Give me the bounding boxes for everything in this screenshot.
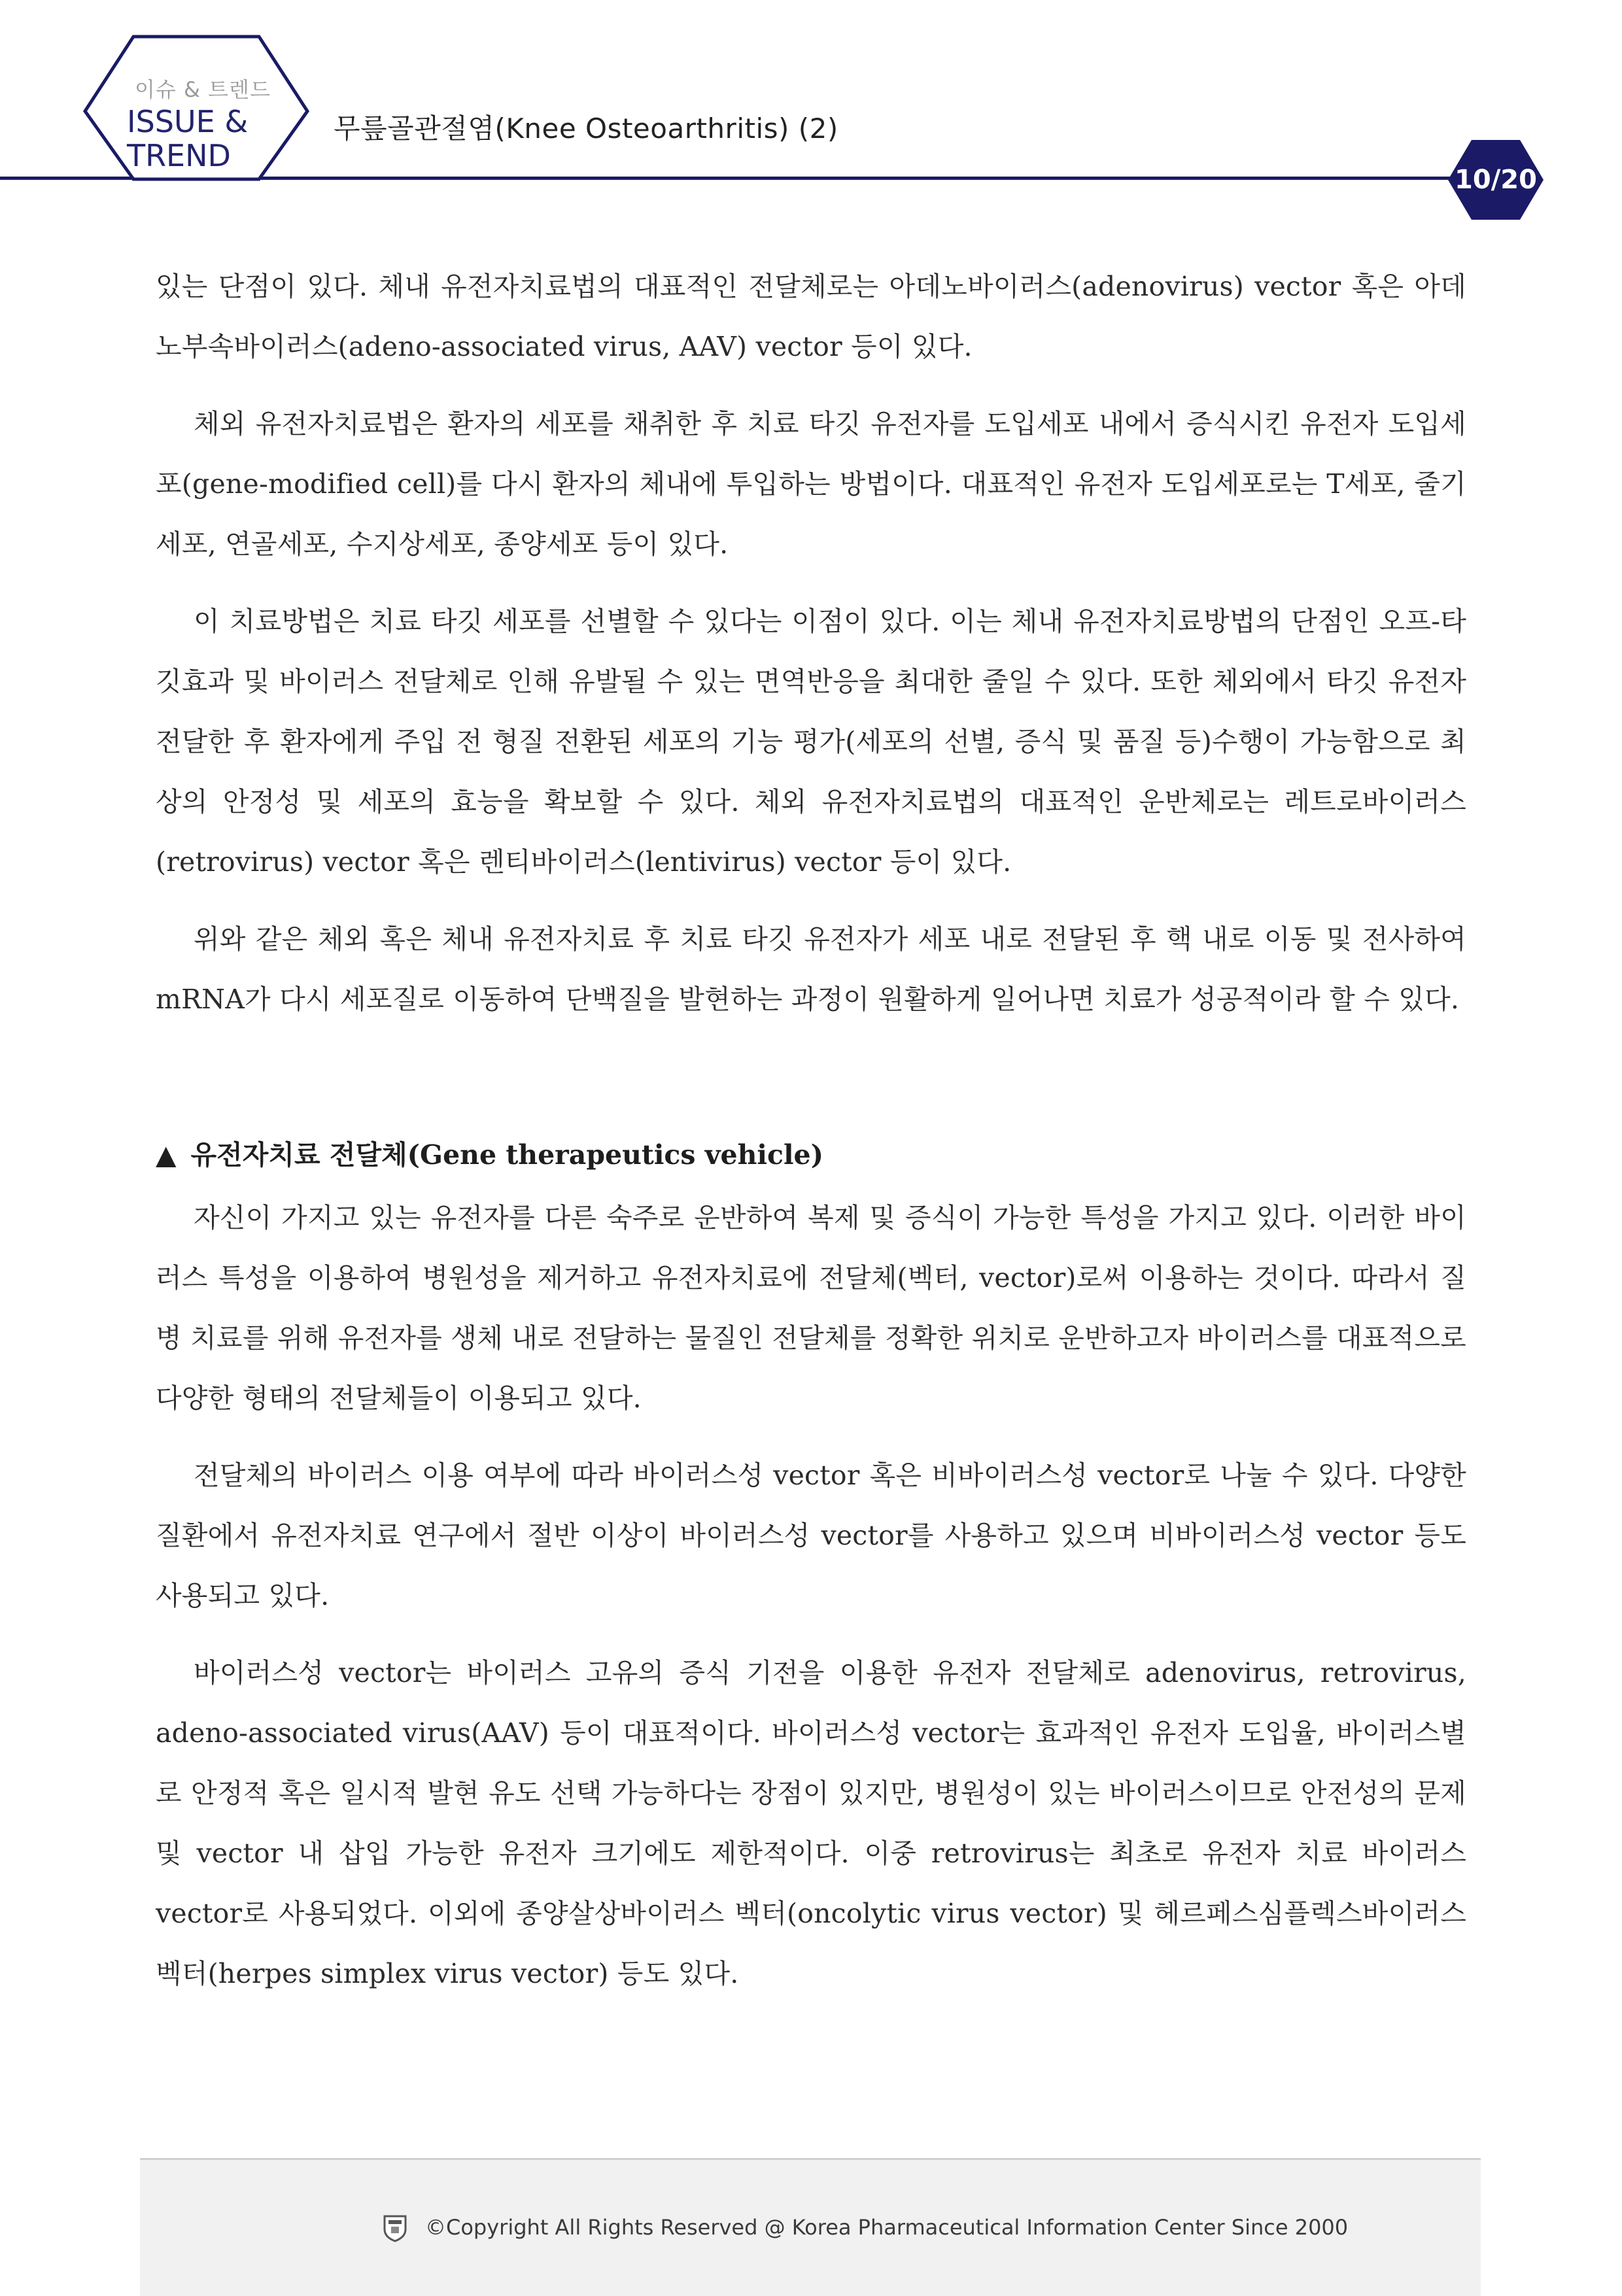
- kpic-shield-icon: [382, 2214, 408, 2242]
- section-spacer: [156, 1046, 1466, 1125]
- body-paragraph-3: 이 치료방법은 치료 타깃 세포를 선별할 수 있다는 이점이 있다. 이는 체내 유전자치료방법의 단점인 오프-타깃효과 및 바이러스 전달체로 인해 유발될 수 있는 면역반응을 최대한 줄일 수 있다. 또한 체외에서 타깃 유전자 전달한 후 환자에게 주입 전 형질 전환된 세포의 기능 평가(세포의 선별, 증식 및 품질 등)수행이 가능함으로 최상의 안정성 및 세포의 효능을 확보할 수 있다. 체외 유전자치료법의 대표적인 운반체로는 레트로바이러스(retrovirus) vector 혹은 렌티바이러스(lentivirus) vector 등이 있다.: [156, 606, 1466, 878]
- section-paragraph-2: 전달체의 바이러스 이용 여부에 따라 바이러스성 vector 혹은 비바이러스성 vector로 나눌 수 있다. 다양한 질환에서 유전자치료 연구에서 절반 이상이 바이러스성 vector를 사용하고 있으며 비바이러스성 vector 등도 사용되고 있다.: [156, 1460, 1466, 1611]
- badge-title: [127, 105, 297, 173]
- section-heading-text: 유전자치료 전달체(Gene therapeutics vehicle): [190, 1139, 824, 1171]
- issue-trend-badge: [77, 0, 326, 186]
- section-paragraph-1: 자신이 가지고 있는 유전자를 다른 숙주로 운반하여 복제 및 증식이 가능한 특성을 가지고 있다. 이러한 바이러스 특성을 이용하여 병원성을 제거하고 유전자치료에 전달체(벡터, vector)로써 이용하는 것이다. 따라서 질병 치료를 위해 유전자를 생체 내로 전달하는 물질인 전달체를 정확한 위치로 운반하고자 바이러스를 대표적으로 다양한 형태의 전달체들이 이용되고 있다.: [156, 1202, 1466, 1414]
- article-body: [156, 256, 1466, 2021]
- badge-title-line2: TREND: [127, 138, 231, 173]
- body-paragraph-2: 체외 유전자치료법은 환자의 세포를 채취한 후 치료 타깃 유전자를 도입세포 내에서 증식시킨 유전자 도입세포(gene-modified cell)를 다시 환자의 체내에 투입하는 방법이다. 대표적인 유전자 도입세포로는 T세포, 줄기세포, 연골세포, 수지상세포, 종양세포 등이 있다.: [156, 408, 1466, 560]
- page-footer: [140, 2158, 1481, 2296]
- section-paragraph-3: 바이러스성 vector는 바이러스 고유의 증식 기전을 이용한 유전자 전달체로 adenovirus, retrovirus, adeno-associated virus(AAV) 등이 대표적이다. 바이러스성 vector는 효과적인 유전자 도입율, 바이러스별로 안정적 혹은 일시적 발현 유도 선택 가능하다는 장점이 있지만, 병원성이 있는 바이러스이므로 안전성의 문제 및 vector 내 삽입 가능한 유전자 크기에도 제한적이다. 이중 retrovirus는 최초로 유전자 치료 바이러스 vector로 사용되었다. 이외에 종양살상바이러스 벡터(oncolytic virus vector) 및 헤르페스심플렉스바이러스 벡터(herpes simplex virus vector) 등도 있다.: [156, 1657, 1466, 1989]
- copyright-text: ©Copyright All Rights Reserved @ Korea Pharmaceutical Information Center Since 2000: [425, 2215, 1349, 2240]
- body-paragraph-4: 위와 같은 체외 혹은 체내 유전자치료 후 치료 타깃 유전자가 세포 내로 전달된 후 핵 내로 이동 및 전사하여 mRNA가 다시 세포질로 이동하여 단백질을 발현하는 과정이 원활하게 일어나면 치료가 성공적이라 할 수 있다.: [156, 923, 1466, 1015]
- page-number: 10/20: [1455, 165, 1537, 195]
- section-heading: [156, 1125, 1466, 1185]
- badge-kicker: 이슈 & 트렌드: [135, 77, 271, 102]
- document-title: 무릎골관절염(Knee Osteoarthritis) (2): [334, 112, 838, 145]
- page-counter: [1447, 137, 1545, 222]
- triangle-marker-icon: ▲: [156, 1139, 177, 1171]
- badge-title-line1: ISSUE &: [127, 104, 249, 139]
- body-paragraph-1: 있는 단점이 있다. 체내 유전자치료법의 대표적인 전달체로는 아데노바이러스(adenovirus) vector 혹은 아데노부속바이러스(adeno-associated virus, AAV) vector 등이 있다.: [156, 271, 1466, 362]
